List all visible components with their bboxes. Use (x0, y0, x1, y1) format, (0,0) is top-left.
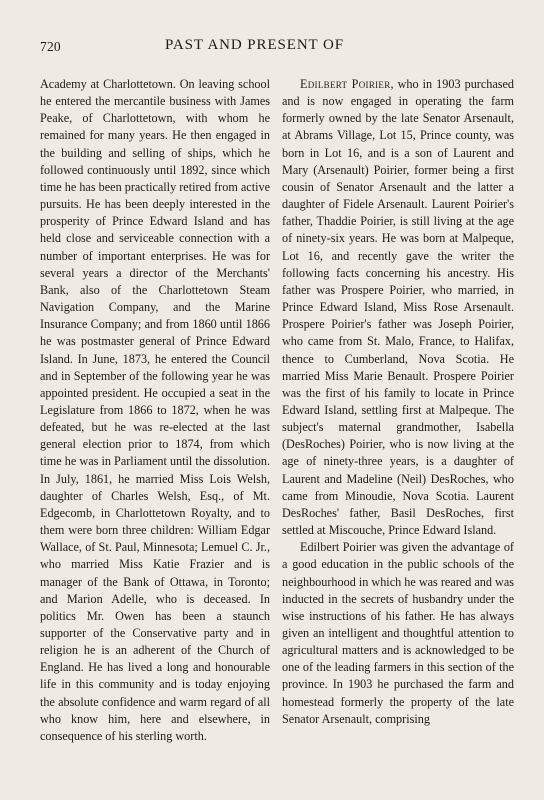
running-head: PAST AND PRESENT OF (165, 37, 344, 53)
right-paragraph-2: Edilbert Poirier was given the advantage of a good education in the public schools of the neighbourhood in which he was reared and was inducted in the secrets of husbandry under the wise instructions of his father. He has always given an intelligent and thoughtful attention to agricultural matters and is acknowledged to be one of the leading farmers in this section of the province. In 1903 he purchased the farm and homestead formerly the property of the late Senator Arsenault, comprising (282, 540, 514, 726)
right-paragraph-1 (282, 76, 514, 539)
left-paragraph-1: Academy at Charlottetown. On leaving school he entered the mercantile business with James Peake, of Charlottetown, with whom he remained for many years. He then engaged in the building and selling of ships, which he followed continuously until 1892, since which time he has been practically retired from active pursuits. He has been deeply interested in the prosperity of Prince Edward Island and has held close and serviceable connection with a number of important enterprises. He was for several years a director of the Merchants' Bank, also of the Charlottetown Steam Navigation Company, and the Marine Insurance Company; and from 1860 until 1866 he was postmaster general of Prince Edward Island. In June, 1873, he entered the Council and in September of the following year he was appointed president. He occupied a seat in the Legislature from 1866 to 1872, when he was defeated, but he was re-elected at the last general election prior to 1874, from which time he was in Parliament until the dissolution. In July, 1861, he married Miss Lois Welsh, daughter of Charles Welsh, Esq., of Mt. Edgecomb, in Charlottetown Royalty, and to them were born three children: William Edgar Wallace, of St. Paul, Minnesota; Lemuel C. Jr., who married Miss Katie Frazier and is manager of the Bank of Ottawa, in Toronto; and Marion Adelle, who is deceased. In politics Mr. Owen has been a staunch supporter of the Conservative party and in religion he is an adherent of the Church of England. He has lived a long and honourable life in this community and is today enjoying the absolute confidence and warm regard of all who know him, here and elsewhere, in consequence of his sterling worth. (40, 77, 270, 743)
left-column (40, 76, 270, 745)
subject-name: Edilbert Poirier (300, 77, 391, 91)
right-column (282, 76, 514, 728)
right-paragraph-1-text: , who in 1903 purchased and is now engaged in operating the farm formerly owned by the late Senator Arsenault, at Abrams Village, Lot 15, Prince county, was born in Lot 16, and is a son of Laurent and Mary (Arsenault) Poirier, former being a first cousin of Senator Arsenault and the latter a daughter of Fidele Arsenault. Laurent Poirier's father, Thaddie Poirier, is still living at the age of ninety-six years. He was born at Malpeque, Lot 16, and recently gave the writer the following facts concerning his ancestry. His father was Prospere Poirier, who married, in Prince Edward Island, Miss Rose Arsenault. Prospere Poirier's father was Joseph Poirier, who came from St. Malo, France, to Halifax, thence to Cumberland, Nova Scotia. He married Miss Marie Benault. Prospere Poirier was the first of his family to locate in Prince Edward Island, settling first at Malpeque. The subject's maternal grandmother, Isabella (DesRoches) Poirier, who is now living at the age of ninety-three years, is a daughter of Laurent and Madeline (Neil) DesRoches, who came from Minoudie, Nova Scotia. Laurent DesRoches' father, Basil DesRoches, first settled at Miscouche, Prince Edward Island. (282, 77, 515, 538)
page-number: 720 (40, 39, 61, 54)
